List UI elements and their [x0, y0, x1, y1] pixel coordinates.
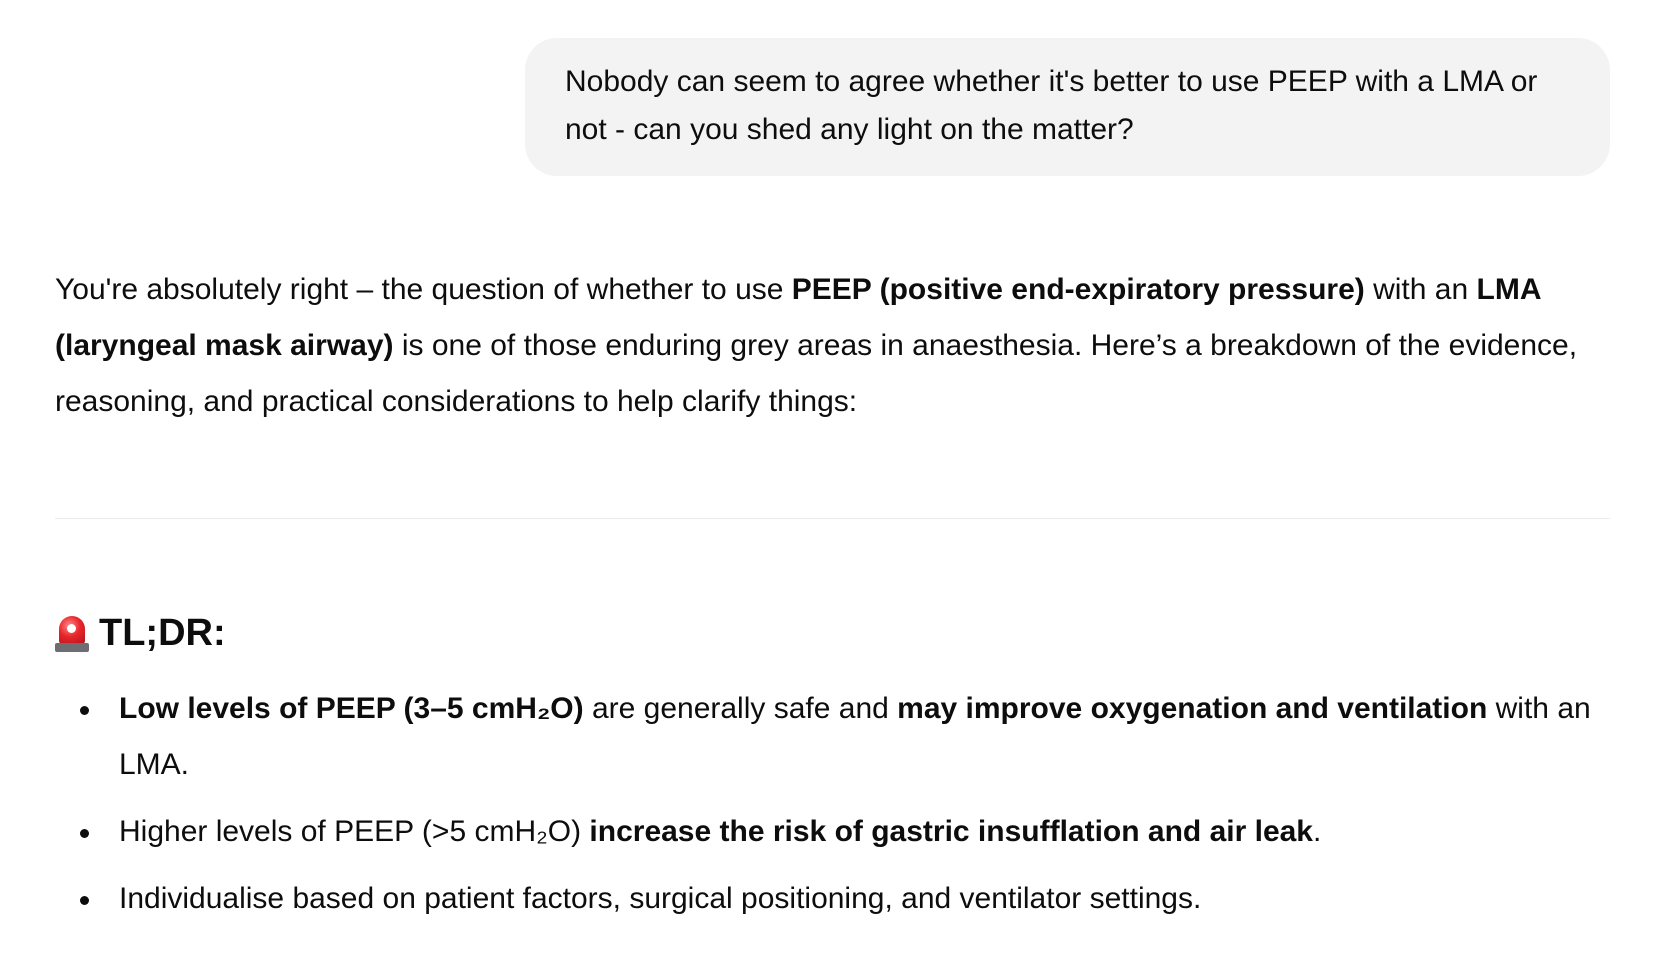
bullet-text: Higher levels of PEEP (>5 cmH₂O): [119, 815, 590, 848]
bullet-text: are generally safe and: [583, 692, 898, 725]
list-item: [55, 804, 1610, 860]
bullet-icon: [80, 829, 89, 838]
bullet-icon: [80, 706, 89, 715]
bullet-text: with an LMA.: [119, 692, 1591, 781]
section-divider: [55, 518, 1610, 519]
bullet-text: Individualise based on patient factors, surgical positioning, and ventilator settings.: [119, 882, 1202, 915]
list-item: [55, 871, 1610, 927]
siren-icon: [55, 612, 89, 654]
chat-thread: [55, 0, 1610, 938]
tldr-heading: [55, 607, 1610, 659]
intro-text: You're absolutely right – the question of whether to use: [55, 273, 792, 306]
bullet-bold: Low levels of PEEP (3–5 cmH₂O): [119, 692, 584, 725]
list-item: [55, 681, 1610, 793]
bullet-bold: may improve oxygenation and ventilation: [897, 692, 1488, 725]
intro-bold-lma: LMA (laryngeal mask airway): [55, 273, 1541, 362]
intro-text: is one of those enduring grey areas in anaesthesia. Here’s a breakdown of the evidence, reasoning, and practical considerations to help clarify things:: [55, 329, 1578, 418]
intro-bold-peep: PEEP (positive end-expiratory pressure): [791, 273, 1365, 306]
bullet-bold: increase the risk of gastric insufflation and air leak: [589, 815, 1313, 848]
user-message-row: [55, 0, 1610, 176]
tldr-heading-text: TL;DR:: [99, 612, 226, 654]
user-message-bubble: Nobody can seem to agree whether it's better to use PEEP with a LMA or not - can you shed any light on the matter?: [525, 38, 1610, 176]
assistant-intro-paragraph: [55, 262, 1610, 430]
bullet-text: .: [1313, 815, 1322, 848]
assistant-message: [55, 262, 1610, 927]
bullet-icon: [80, 896, 89, 905]
tldr-list: [55, 681, 1610, 927]
intro-text: with an: [1364, 273, 1477, 306]
